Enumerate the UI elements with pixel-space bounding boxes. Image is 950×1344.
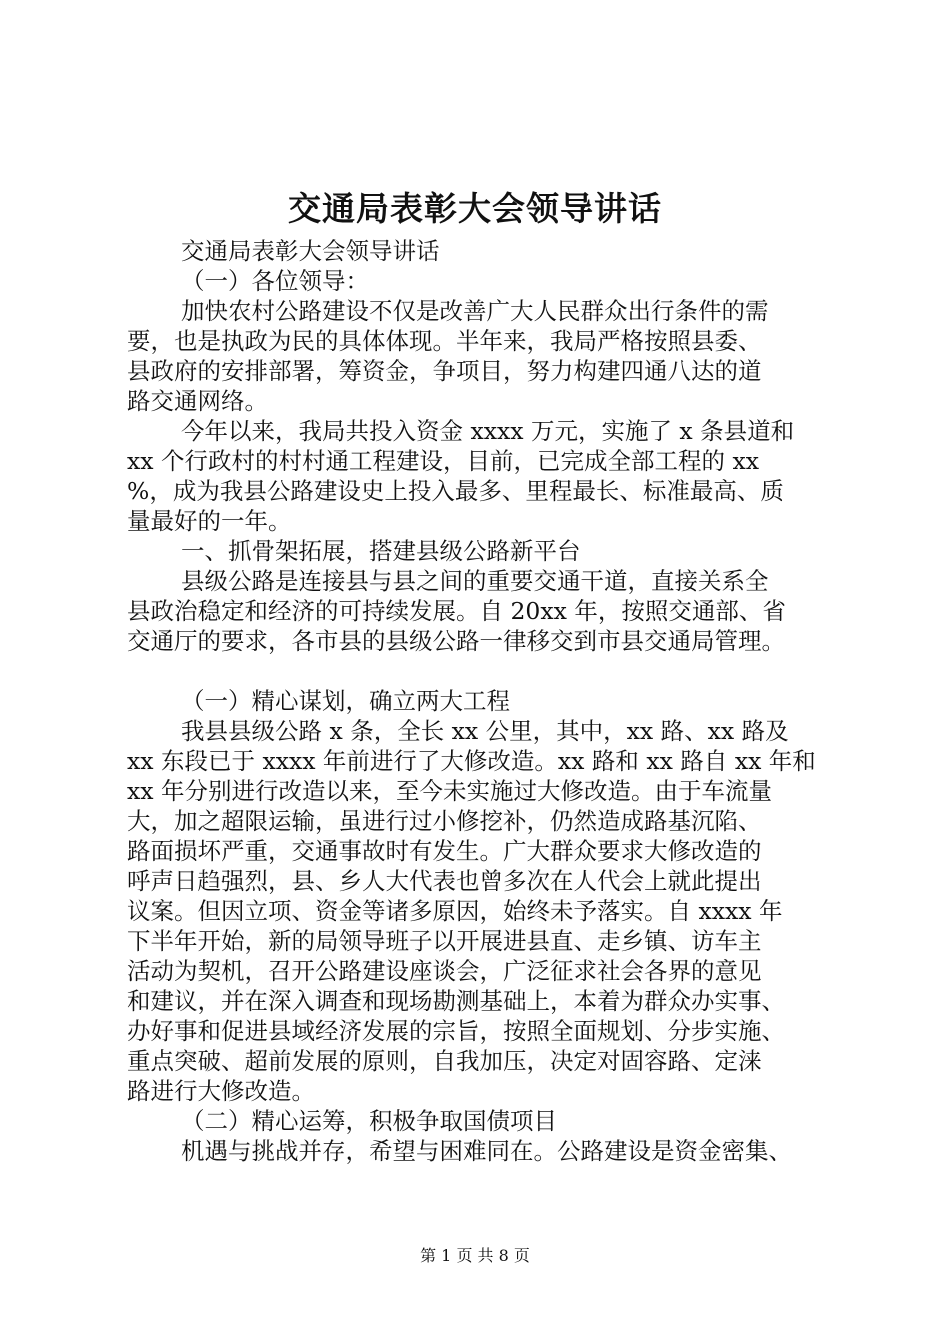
text-line: 下半年开始，新的局领导班子以开展进县直、走乡镇、访车主 <box>127 927 762 955</box>
text-line: 今年以来，我局共投入资金 xxxx 万元，实施了 x 条县道和 <box>181 417 795 445</box>
document-body <box>127 236 842 1166</box>
text-line: 一、抓骨架拓展，搭建县级公路新平台 <box>181 537 581 565</box>
text-line: 要，也是执政为民的具体体现。半年来，我局严格按照县委、 <box>127 327 762 355</box>
text-line: 大，加之超限运输，虽进行过小修挖补，仍然造成路基沉陷、 <box>127 807 762 835</box>
text-line: 县级公路是连接县与县之间的重要交通干道，直接关系全 <box>181 567 769 595</box>
text-line: 县政府的安排部署，筹资金，争项目，努力构建四通八达的道 <box>127 357 762 385</box>
text-line: xx 个行政村的村村通工程建设，目前，已完成全部工程的 xx <box>127 447 759 475</box>
text-line: 交通厅的要求，各市县的县级公路一律移交到市县交通局管理。 <box>127 627 785 655</box>
text-line: 机遇与挑战并存，希望与困难同在。公路建设是资金密集、 <box>181 1137 792 1165</box>
text-line: 我县县级公路 x 条，全长 xx 公里，其中，xx 路、xx 路及 <box>181 717 789 745</box>
text-line: 呼声日趋强烈，县、乡人大代表也曾多次在人代会上就此提出 <box>127 867 762 895</box>
text-line: xx 年分别进行改造以来，至今未实施过大修改造。由于车流量 <box>127 777 772 805</box>
document-title: 交通局表彰大会领导讲话 <box>288 189 662 228</box>
text-line: 县政治稳定和经济的可持续发展。自 20xx 年，按照交通部、省 <box>127 597 786 625</box>
text-line: （一）各位领导： <box>181 267 369 295</box>
page-footer: 第 1 页 共 8 页 <box>420 1246 530 1265</box>
text-line: 加快农村公路建设不仅是改善广大人民群众出行条件的需 <box>181 297 769 325</box>
text-line: %，成为我县公路建设史上投入最多、里程最长、标准最高、质 <box>127 477 784 505</box>
text-line: 路进行大修改造。 <box>127 1077 315 1105</box>
text-line: 和建议，并在深入调查和现场勘测基础上，本着为群众办实事、 <box>127 987 785 1015</box>
text-line: 议案。但因立项、资金等诸多原因，始终未予落实。自 xxxx 年 <box>127 897 783 925</box>
text-line: 路面损坏严重，交通事故时有发生。广大群众要求大修改造的 <box>127 837 762 865</box>
text-line: 交通局表彰大会领导讲话 <box>181 237 440 265</box>
text-line: 重点突破、超前发展的原则，自我加压，决定对固容路、定涞 <box>127 1047 762 1075</box>
text-line: 路交通网络。 <box>127 387 268 415</box>
text-line: （二）精心运筹，积极争取国债项目 <box>181 1107 557 1135</box>
text-line: （一）精心谋划，确立两大工程 <box>181 687 510 715</box>
blank-line <box>127 656 842 686</box>
text-line: 办好事和促进县域经济发展的宗旨，按照全面规划、分步实施、 <box>127 1017 785 1045</box>
text-line: 量最好的一年。 <box>127 507 292 535</box>
text-line: 活动为契机，召开公路建设座谈会，广泛征求社会各界的意见 <box>127 957 762 985</box>
text-line: xx 东段已于 xxxx 年前进行了大修改造。xx 路和 xx 路自 xx 年和 <box>127 747 816 775</box>
